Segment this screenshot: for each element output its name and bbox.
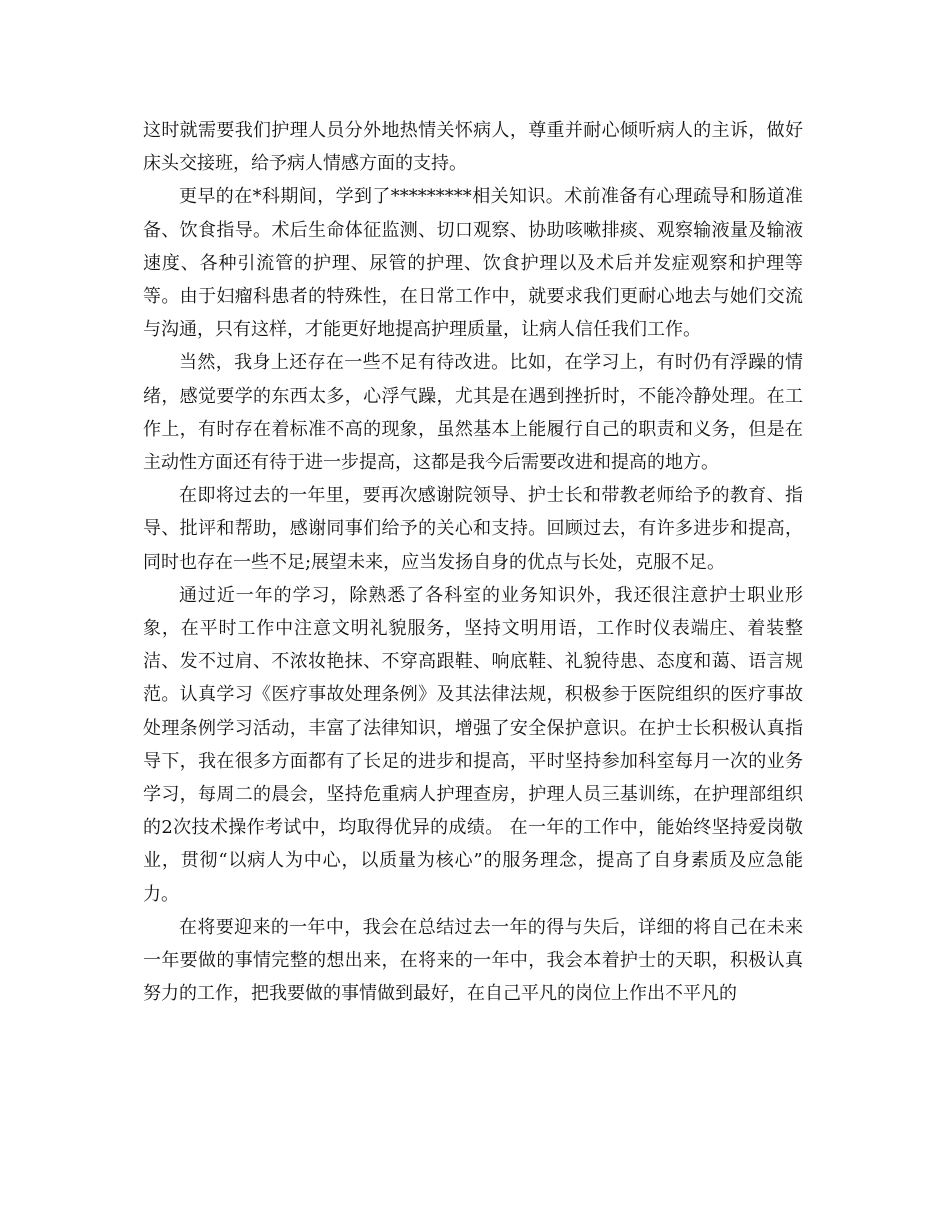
paragraph-learning-summary: 通过近一年的学习，除熟悉了各科室的业务知识外，我还很注意护士职业形象，在平时工作中注意文明礼貌服务，坚持文明用语，工作时仪表端庄、着装整洁、发不过肩、不浓妆艳抹、不穿高跟鞋、响底鞋、礼貌待患、态度和蔼、语言规范。认真学习《医疗事故处理条例》及其法律法规，积极参于医院组织的医疗事故处理条例学习活动，丰富了法律知识，增强了安全保护意识。在护士长积极认真指导下，我在很多方面都有了长足的进步和提高，平时坚持参加科室每月一次的业务学习，每周二的晨会，坚持危重病人护理查房，护理人员三基训练，在护理部组织的2次技术操作考试中，均取得优异的成绩。 在一年的工作中，能始终坚持爱岗敬业，贯彻“以病人为中心，以质量为核心”的服务理念，提高了自身素质及应急能力。 (143, 584, 803, 905)
paragraph-surgery-knowledge: 更早的在*科期间，学到了*********相关知识。术前准备有心理疏导和肠道准备、饮食指导。术后生命体征监测、切口观察、协助咳嗽排痰、观察输液量及输液速度、各种引流管的护理、尿管的护理、饮食护理以及术后并发症观察和护理等等。由于妇瘤科患者的特殊性，在日常工作中，就要求我们更耐心地去与她们交流与沟通，只有这样，才能更好地提高护理质量，让病人信任我们工作。 (143, 186, 803, 341)
document-body (143, 114, 803, 1010)
paragraph-future-plan: 在将要迎来的一年中，我会在总结过去一年的得与失后，详细的将自己在未来一年要做的事情完整的想出来，在将来的一年中，我会本着护士的天职，积极认真努力的工作，把我要做的事情做到最好，在自己平凡的岗位上作出不平凡的 (143, 916, 803, 1005)
paragraph-shortcomings: 当然，我身上还存在一些不足有待改进。比如，在学习上，有时仍有浮躁的情绪，感觉要学的东西太多，心浮气躁，尤其是在遇到挫折时，不能冷静处理。在工作上，有时存在着标准不高的现象，虽然基本上能履行自己的职责和义务，但是在主动性方面还有待于进一步提高，这都是我今后需要改进和提高的地方。 (143, 352, 803, 474)
paragraph-thanks: 在即将过去的一年里，要再次感谢院领导、护士长和带教老师给予的教育、指导、批评和帮助，感谢同事们给予的关心和支持。回顾过去，有许多进步和提高，同时也存在一些不足;展望未来，应当发扬自身的优点与长处，克服不足。 (143, 485, 803, 573)
paragraph-continuation: 这时就需要我们护理人员分外地热情关怀病人，尊重并耐心倾听病人的主诉，做好床头交接班，给予病人情感方面的支持。 (143, 120, 803, 175)
